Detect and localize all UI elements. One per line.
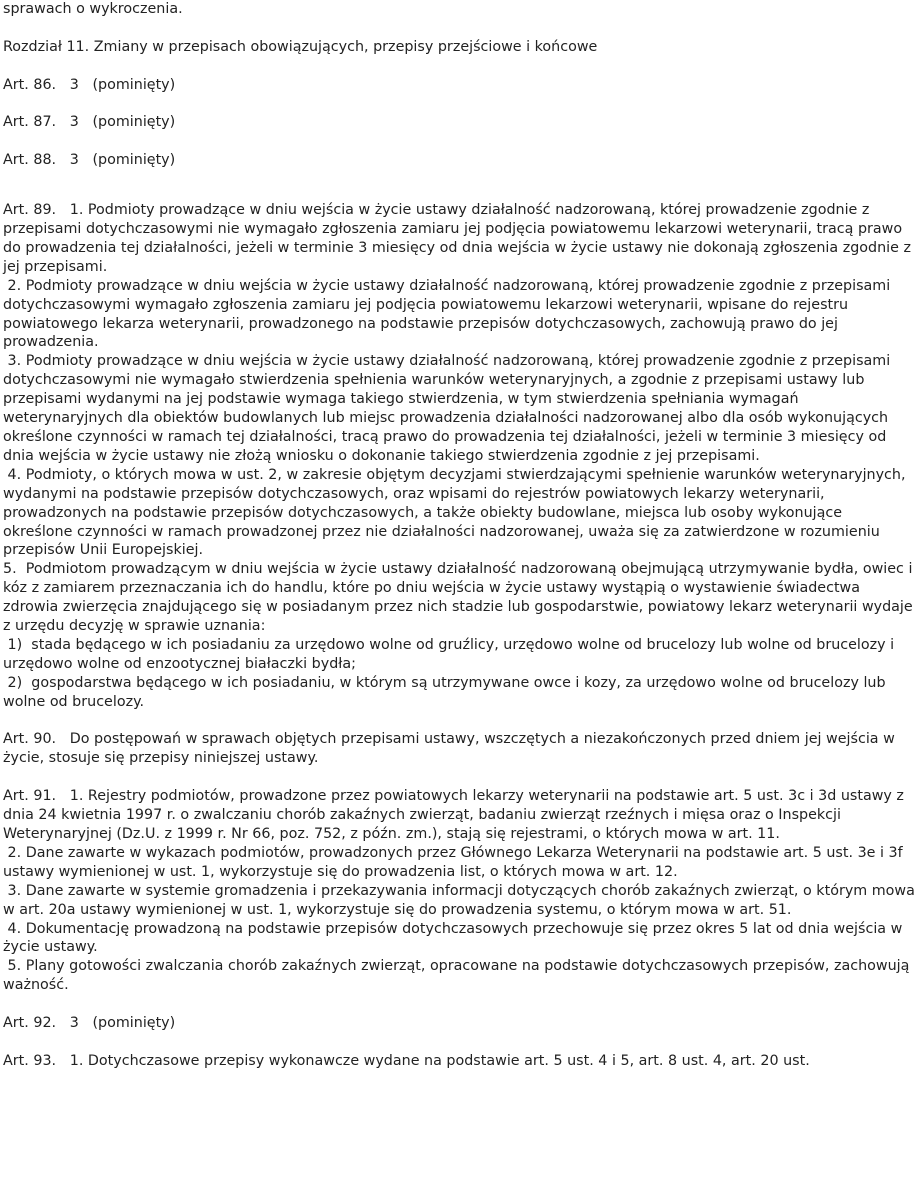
article-92-omitted: Art. 92. 3 (pominięty) xyxy=(3,1015,176,1032)
article-91-paragraph-1: Art. 91. 1. Rejestry podmiotów, prowadzone przez powiatowych lekarzy weterynarii na podstawie art. 5 ust. 3c i 3d ustawy z dnia 24 kwietnia 1997 r. o zwalczaniu chorób zakaźnych zwierząt, badaniu zwierząt rzeźnych i mięsa oraz o Inspekcji Weterynaryjnej (Dz.U. z 1999 r. Nr 66, poz. 752, z późn. zm.), stają się rejestrami, o których mowa w art. 11. xyxy=(3,788,909,842)
article-89-point-1: 1) stada będącego w ich posiadaniu za urzędowo wolne od gruźlicy, urzędowo wolne od brucelozy lub wolne od brucelozy i urzędowo wolne od enzootycznej białaczki bydła; xyxy=(3,636,899,672)
article-89-paragraph-2: 2. Podmioty prowadzące w dniu wejścia w życie ustawy działalność nadzorowaną, której prowadzenie zgodnie z przepisami dotychczasowymi wymagało zgłoszenia zamiaru jej podjęcia powiatowemu lekarzowi weterynarii, wpisane do rejestru powiatowego lekarza weterynarii, prowadzonego na podstawie przepisów dotychczasowych, zachowują prawo do jej prowadzenia. xyxy=(3,277,895,351)
article-89-paragraph-5: 5. Podmiotom prowadzącym w dniu wejścia w życie ustawy działalność nadzorowaną obejmującą utrzymywanie bydła, owiec i kóz z zamiarem przeznaczania ich do handlu, które po dniu wejścia w życie ustawy wystąpią o wystawienie świadectwa zdrowia zwierzęcia znajdującego się w posiadanym przez nich stadzie lub gospodarstwie, powiatowy lekarz weterynarii wydaje z urzędu decyzję w sprawie uznania: xyxy=(3,561,918,635)
article-89 xyxy=(3,201,918,711)
article-89-paragraph-3: 3. Podmioty prowadzące w dniu wejścia w życie ustawy działalność nadzorowaną, której prowadzenie zgodnie z przepisami dotychczasowymi nie wymagało stwierdzenia spełnienia warunków weterynaryjnych, a zgodnie z przepisami ustawy lub przepisami wydanymi na jej podstawie wymaga takiego stwierdzenia, w tym stwierdzenia spełniania wymagań weterynaryjnych dla obiektów budowlanych lub miejsc prowadzenia działalności nadzorowanej albo dla osób wykonujących określone czynności w ramach tej działalności, tracą prawo do prowadzenia tej działalności, jeżeli w terminie 3 miesięcy od dnia wejścia w życie ustawy nie złożą wniosku o dokonanie takiego stwierdzenia zgodnie z jej przepisami. xyxy=(3,353,895,464)
article-89-point-2: 2) gospodarstwa będącego w ich posiadaniu, w którym są utrzymywane owce i kozy, za urzędowo wolne od brucelozy lub wolne od brucelozy. xyxy=(3,674,891,710)
article-86-omitted: Art. 86. 3 (pominięty) xyxy=(3,76,176,93)
article-91-paragraph-4: 4. Dokumentację prowadzoną na podstawie przepisów dotychczasowych przechowuje się przez okres 5 lat od dnia wejścia w życie ustawy. xyxy=(3,920,907,956)
article-89-paragraph-4: 4. Podmioty, o których mowa w ust. 2, w zakresie objętym decyzjami stwierdzającymi spełnienie warunków weterynaryjnych, wydanymi na podstawie przepisów dotychczasowych, oraz wpisami do rejestrów powiatowych lekarzy weterynarii, prowadzonych na podstawie przepisów dotychczasowych, a także obiekty budowlane, miejsca lub osoby wykonujące określone czynności w ramach prowadzonej przez nie działalności nadzorowanej, uważa się za zatwierdzone w rozumieniu przepisów Unii Europejskiej. xyxy=(3,466,911,559)
article-91 xyxy=(3,787,919,995)
article-91-paragraph-3: 3. Dane zawarte w systemie gromadzenia i przekazywania informacji dotyczących chorób zakaźnych zwierząt, o którym mowa w art. 20a ustawy wymienionej w ust. 1, wykorzystuje się do prowadzenia systemu, o którym mowa w art. 51. xyxy=(3,882,919,918)
article-88-omitted: Art. 88. 3 (pominięty) xyxy=(3,152,176,169)
article-91-paragraph-5: 5. Plany gotowości zwalczania chorób zakaźnych zwierząt, opracowane na podstawie dotychczasowych przepisów, zachowują ważność. xyxy=(3,958,914,994)
article-87-omitted: Art. 87. 3 (pominięty) xyxy=(3,114,176,131)
article-91-paragraph-2: 2. Dane zawarte w wykazach podmiotów, prowadzonych przez Głównego Lekarza Weterynarii na podstawie art. 5 ust. 3e i 3f ustawy wymienionej w ust. 1, wykorzystuje się do prowadzenia list, o których mowa w art. 12. xyxy=(3,844,908,880)
intro-tail-text: sprawach o wykroczenia. xyxy=(3,1,183,17)
article-89-paragraph-1: Art. 89. 1. Podmioty prowadzące w dniu wejścia w życie ustawy działalność nadzorowaną, której prowadzenie zgodnie z przepisami dotychczasowymi nie wymagało zgłoszenia zamiaru jej podjęcia powiatowemu lekarzowi weterynarii, tracą prawo do prowadzenia tej działalności, jeżeli w terminie 3 miesięcy od dnia wejścia w życie ustawy nie dokonają zgłoszenia zgodnie z jej przepisami. xyxy=(3,202,916,275)
article-93: Art. 93. 1. Dotychczasowe przepisy wykonawcze wydane na podstawie art. 5 ust. 4 i 5, art. 8 ust. 4, art. 20 ust. xyxy=(3,1052,810,1069)
chapter-title: Rozdział 11. Zmiany w przepisach obowiązujących, przepisy przejściowe i końcowe xyxy=(3,38,598,55)
article-90: Art. 90. Do postępowań w sprawach objętych przepisami ustawy, wszczętych a niezakończonych przed dniem jej wejścia w życie, stosuje się przepisy niniejszej ustawy. xyxy=(3,731,900,767)
